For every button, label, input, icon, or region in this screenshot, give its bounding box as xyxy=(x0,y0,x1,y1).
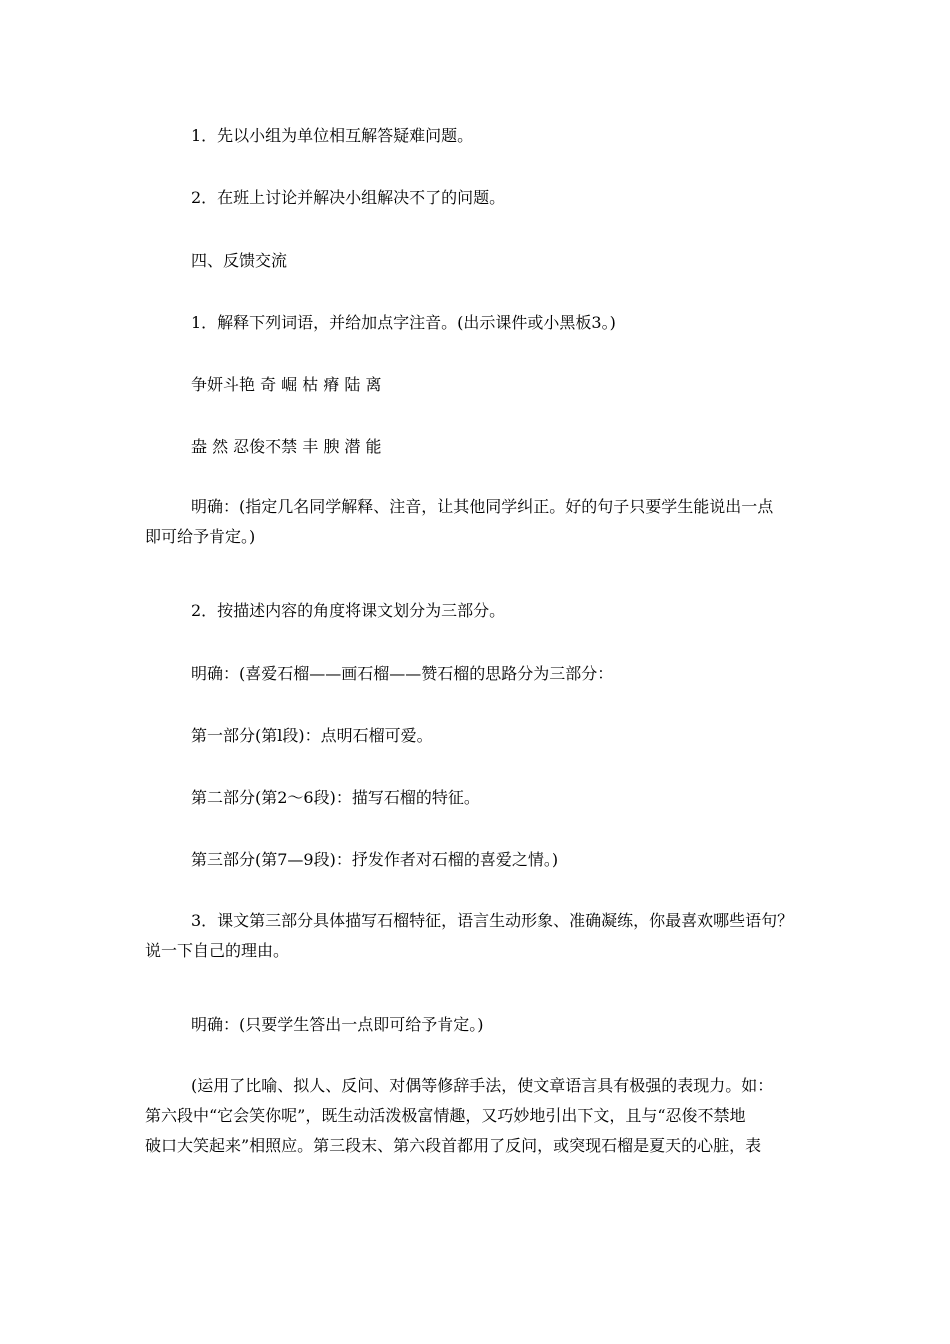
answer-1-line-2: 即可给予肯定。) xyxy=(145,527,256,546)
section-heading: 四、反馈交流 xyxy=(191,251,288,270)
vocab-line-2: 盎 然 忍俊不禁 丰 腴 潜 能 xyxy=(191,437,382,456)
answer-3-text: 明确：(只要学生答出一点即可给予肯定。) xyxy=(191,1015,484,1034)
analysis-line-1: (运用了比喻、拟人、反问、对偶等修辞手法，使文章语言具有极强的表现力。如： xyxy=(191,1076,774,1095)
analysis-line-2: 第六段中“它会笑你呢”，既生动活泼极富情趣，又巧妙地引出下文，且与“忍俊不禁地 xyxy=(145,1106,746,1125)
question-2-text: 2．按描述内容的角度将课文划分为三部分。 xyxy=(191,601,506,620)
part-1-text: 第一部分(第l段)：点明石榴可爱。 xyxy=(191,726,433,745)
analysis-line-3: 破口大笑起来”相照应。第三段末、第六段首都用了反问，或突现石榴是夏天的心脏，表 xyxy=(145,1136,762,1155)
question-3-paragraph xyxy=(145,906,810,966)
answer-2-intro: 明确：(喜爱石榴——画石榴——赞石榴的思路分为三部分： xyxy=(191,664,614,683)
vocab-line-1: 争妍斗艳 奇 崛 枯 瘠 陆 离 xyxy=(191,375,382,394)
answer-1-line-1: 明确：(指定几名同学解释、注音，让其他同学纠正。好的句子只要学生能说出一点 xyxy=(191,497,774,516)
part-2-text: 第二部分(第2～6段)：描写石榴的特征。 xyxy=(191,788,480,807)
analysis-paragraph xyxy=(145,1071,810,1161)
step-1-text: 1．先以小组为单位相互解答疑难问题。 xyxy=(191,126,474,145)
question-3-line-1: 3．课文第三部分具体描写石榴特征，语言生动形象、准确凝练，你最喜欢哪些语句？ xyxy=(191,911,794,930)
answer-1-paragraph xyxy=(145,492,810,552)
question-3-line-2: 说一下自己的理由。 xyxy=(145,941,290,960)
part-3-text: 第三部分(第7—9段)：抒发作者对石榴的喜爱之情。) xyxy=(191,850,559,869)
question-1-text: 1．解释下列词语，并给加点字注音。(出示课件或小黑板3。) xyxy=(191,313,616,332)
step-2-text: 2．在班上讨论并解决小组解决不了的问题。 xyxy=(191,188,506,207)
